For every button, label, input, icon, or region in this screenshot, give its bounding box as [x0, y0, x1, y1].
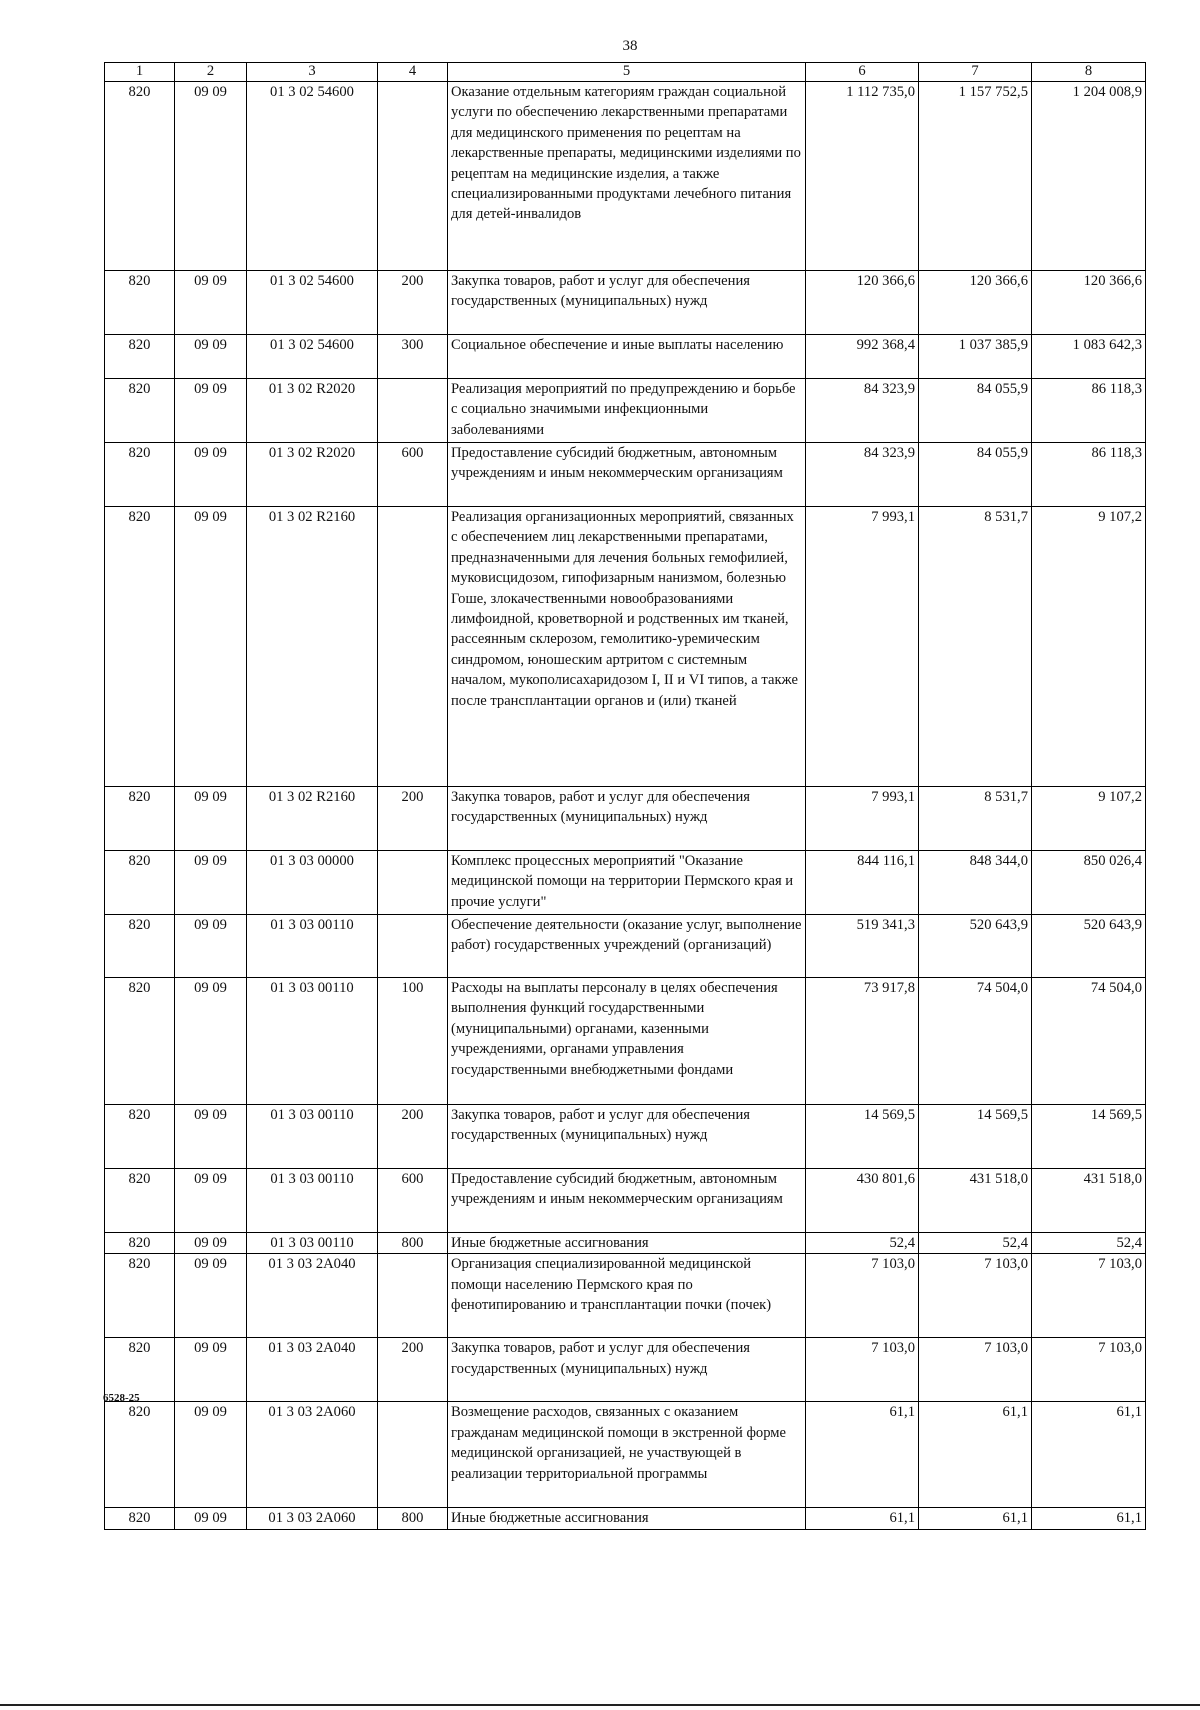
page-edge-divider [0, 1704, 1200, 1706]
cell-expense-type [378, 507, 448, 787]
cell-ministry-code: 820 [105, 1338, 175, 1402]
table-row [105, 271, 1146, 335]
cell-expense-type: 300 [378, 335, 448, 379]
cell-description: Предоставление субсидий бюджетным, автономным учреждениям и иным некоммерческим организациям [448, 1169, 806, 1233]
cell-amount-col7: 74 504,0 [919, 978, 1032, 1105]
cell-section-code: 09 09 [175, 787, 247, 851]
cell-amount-col8: 520 643,9 [1032, 915, 1146, 978]
cell-section-code: 09 09 [175, 1338, 247, 1402]
cell-description: Комплекс процессных мероприятий "Оказание медицинской помощи на территории Пермского края и прочие услуги" [448, 851, 806, 915]
cell-description: Иные бюджетные ассигнования [448, 1233, 806, 1254]
cell-amount-col6: 7 993,1 [806, 507, 919, 787]
cell-expense-type: 800 [378, 1233, 448, 1254]
cell-target-article: 01 3 03 00110 [247, 978, 378, 1105]
cell-description: Расходы на выплаты персоналу в целях обеспечения выполнения функций государственными (муниципальными) органами, казенными учреждениями, органами управления государственными внебюджетными фондами [448, 978, 806, 1105]
cell-ministry-code: 820 [105, 335, 175, 379]
cell-target-article: 01 3 02 R2160 [247, 507, 378, 787]
cell-ministry-code: 820 [105, 787, 175, 851]
cell-section-code: 09 09 [175, 1254, 247, 1338]
column-header: 6 [806, 63, 919, 82]
cell-ministry-code: 820 [105, 1169, 175, 1233]
cell-amount-col8: 14 569,5 [1032, 1105, 1146, 1169]
cell-amount-col8: 86 118,3 [1032, 379, 1146, 443]
cell-amount-col7: 7 103,0 [919, 1254, 1032, 1338]
cell-expense-type: 200 [378, 1105, 448, 1169]
cell-amount-col6: 7 103,0 [806, 1254, 919, 1338]
cell-ministry-code: 820 [105, 271, 175, 335]
table-row [105, 507, 1146, 787]
cell-expense-type: 600 [378, 443, 448, 507]
table-row [105, 1402, 1146, 1508]
cell-ministry-code: 820 [105, 851, 175, 915]
cell-expense-type: 800 [378, 1508, 448, 1529]
cell-amount-col8: 9 107,2 [1032, 787, 1146, 851]
cell-amount-col6: 73 917,8 [806, 978, 919, 1105]
table-row [105, 851, 1146, 915]
cell-target-article: 01 3 03 2А060 [247, 1508, 378, 1529]
cell-section-code: 09 09 [175, 1402, 247, 1508]
cell-section-code: 09 09 [175, 335, 247, 379]
cell-amount-col6: 84 323,9 [806, 443, 919, 507]
column-header: 4 [378, 63, 448, 82]
cell-amount-col7: 120 366,6 [919, 271, 1032, 335]
cell-target-article: 01 3 03 00110 [247, 915, 378, 978]
cell-ministry-code: 820 [105, 379, 175, 443]
cell-section-code: 09 09 [175, 1105, 247, 1169]
cell-amount-col6: 14 569,5 [806, 1105, 919, 1169]
cell-amount-col8: 9 107,2 [1032, 507, 1146, 787]
cell-amount-col8: 850 026,4 [1032, 851, 1146, 915]
cell-amount-col8: 431 518,0 [1032, 1169, 1146, 1233]
table-row [105, 1508, 1146, 1529]
document-code: 6528-25 [103, 1392, 140, 1404]
cell-description: Реализация организационных мероприятий, связанных с обеспечением лиц лекарственными препаратами, предназначенными для лечения больных гемофилией, муковисцидозом, гипофизарным нанизмом, болезнью Гоше, злокачественными новообразованиями лимфоидной, кроветворной и родственных им тканей, рассеянным склерозом, гемолитико-уремическим синдромом, юношеским артритом с системным началом, мукополисахаридозом I, II и VI типов, а также после трансплантации органов и (или) тканей [448, 507, 806, 787]
cell-amount-col8: 7 103,0 [1032, 1338, 1146, 1402]
cell-amount-col8: 1 083 642,3 [1032, 335, 1146, 379]
cell-target-article: 01 3 02 54600 [247, 82, 378, 271]
cell-target-article: 01 3 03 00110 [247, 1169, 378, 1233]
cell-amount-col6: 84 323,9 [806, 379, 919, 443]
table-row [105, 335, 1146, 379]
cell-ministry-code: 820 [105, 978, 175, 1105]
cell-section-code: 09 09 [175, 1233, 247, 1254]
cell-target-article: 01 3 03 2А040 [247, 1338, 378, 1402]
cell-section-code: 09 09 [175, 915, 247, 978]
cell-expense-type [378, 379, 448, 443]
cell-amount-col8: 52,4 [1032, 1233, 1146, 1254]
cell-target-article: 01 3 02 R2020 [247, 443, 378, 507]
cell-amount-col7: 8 531,7 [919, 787, 1032, 851]
cell-ministry-code: 820 [105, 507, 175, 787]
cell-target-article: 01 3 03 00110 [247, 1233, 378, 1254]
cell-expense-type: 200 [378, 787, 448, 851]
cell-amount-col7: 84 055,9 [919, 443, 1032, 507]
cell-amount-col6: 61,1 [806, 1508, 919, 1529]
cell-amount-col8: 120 366,6 [1032, 271, 1146, 335]
cell-amount-col8: 7 103,0 [1032, 1254, 1146, 1338]
cell-amount-col8: 74 504,0 [1032, 978, 1146, 1105]
cell-amount-col7: 7 103,0 [919, 1338, 1032, 1402]
cell-ministry-code: 820 [105, 1105, 175, 1169]
cell-ministry-code: 820 [105, 1254, 175, 1338]
cell-amount-col7: 1 157 752,5 [919, 82, 1032, 271]
cell-amount-col8: 1 204 008,9 [1032, 82, 1146, 271]
cell-amount-col7: 61,1 [919, 1402, 1032, 1508]
cell-amount-col6: 430 801,6 [806, 1169, 919, 1233]
cell-description: Закупка товаров, работ и услуг для обеспечения государственных (муниципальных) нужд [448, 1338, 806, 1402]
cell-target-article: 01 3 02 R2160 [247, 787, 378, 851]
cell-amount-col8: 61,1 [1032, 1508, 1146, 1529]
column-header: 8 [1032, 63, 1146, 82]
cell-target-article: 01 3 03 2А040 [247, 1254, 378, 1338]
cell-amount-col7: 52,4 [919, 1233, 1032, 1254]
cell-amount-col8: 86 118,3 [1032, 443, 1146, 507]
table-row [105, 915, 1146, 978]
cell-amount-col6: 844 116,1 [806, 851, 919, 915]
cell-description: Возмещение расходов, связанных с оказанием гражданам медицинской помощи в экстренной форме медицинской организацией, не участвующей в реализации территориальной программы [448, 1402, 806, 1508]
cell-ministry-code: 820 [105, 915, 175, 978]
cell-amount-col6: 120 366,6 [806, 271, 919, 335]
cell-description: Иные бюджетные ассигнования [448, 1508, 806, 1529]
cell-ministry-code: 820 [105, 1402, 175, 1508]
table-row [105, 1105, 1146, 1169]
cell-section-code: 09 09 [175, 443, 247, 507]
cell-expense-type [378, 1254, 448, 1338]
table-row [105, 443, 1146, 507]
cell-description: Социальное обеспечение и иные выплаты населению [448, 335, 806, 379]
cell-description: Оказание отдельным категориям граждан социальной услуги по обеспечению лекарственными препаратами для медицинского применения по рецептам на лекарственные препараты, медицинскими изделиями по рецептам на медицинские изделия, а также специализированными продуктами лечебного питания для детей-инвалидов [448, 82, 806, 271]
cell-description: Предоставление субсидий бюджетным, автономным учреждениям и иным некоммерческим организациям [448, 443, 806, 507]
cell-expense-type: 200 [378, 271, 448, 335]
table-row [105, 1338, 1146, 1402]
cell-expense-type [378, 1402, 448, 1508]
cell-amount-col7: 848 344,0 [919, 851, 1032, 915]
cell-expense-type: 600 [378, 1169, 448, 1233]
cell-description: Обеспечение деятельности (оказание услуг, выполнение работ) государственных учреждений (организаций) [448, 915, 806, 978]
cell-target-article: 01 3 02 R2020 [247, 379, 378, 443]
cell-expense-type [378, 851, 448, 915]
cell-target-article: 01 3 03 00000 [247, 851, 378, 915]
column-header: 3 [247, 63, 378, 82]
cell-expense-type [378, 82, 448, 271]
cell-description: Реализация мероприятий по предупреждению и борьбе с социально значимыми инфекционными заболеваниями [448, 379, 806, 443]
table-row [105, 787, 1146, 851]
cell-target-article: 01 3 03 00110 [247, 1105, 378, 1169]
column-header: 5 [448, 63, 806, 82]
cell-amount-col6: 7 993,1 [806, 787, 919, 851]
cell-expense-type: 100 [378, 978, 448, 1105]
cell-amount-col7: 431 518,0 [919, 1169, 1032, 1233]
column-header: 1 [105, 63, 175, 82]
cell-ministry-code: 820 [105, 1508, 175, 1529]
table-row [105, 1254, 1146, 1338]
table-row [105, 1233, 1146, 1254]
cell-amount-col6: 52,4 [806, 1233, 919, 1254]
cell-amount-col6: 7 103,0 [806, 1338, 919, 1402]
cell-section-code: 09 09 [175, 851, 247, 915]
cell-amount-col7: 61,1 [919, 1508, 1032, 1529]
cell-amount-col7: 14 569,5 [919, 1105, 1032, 1169]
cell-expense-type [378, 915, 448, 978]
cell-section-code: 09 09 [175, 379, 247, 443]
cell-section-code: 09 09 [175, 1508, 247, 1529]
table-row [105, 82, 1146, 271]
cell-amount-col6: 992 368,4 [806, 335, 919, 379]
cell-section-code: 09 09 [175, 82, 247, 271]
cell-amount-col8: 61,1 [1032, 1402, 1146, 1508]
cell-amount-col7: 84 055,9 [919, 379, 1032, 443]
cell-amount-col7: 520 643,9 [919, 915, 1032, 978]
cell-description: Организация специализированной медицинской помощи населению Пермского края по фенотипированию и трансплантации почки (почек) [448, 1254, 806, 1338]
cell-amount-col6: 519 341,3 [806, 915, 919, 978]
cell-section-code: 09 09 [175, 507, 247, 787]
cell-description: Закупка товаров, работ и услуг для обеспечения государственных (муниципальных) нужд [448, 1105, 806, 1169]
cell-expense-type: 200 [378, 1338, 448, 1402]
cell-section-code: 09 09 [175, 1169, 247, 1233]
page-number: 38 [622, 38, 638, 54]
cell-section-code: 09 09 [175, 271, 247, 335]
cell-amount-col7: 1 037 385,9 [919, 335, 1032, 379]
header-row [105, 63, 1146, 82]
cell-section-code: 09 09 [175, 978, 247, 1105]
cell-ministry-code: 820 [105, 443, 175, 507]
table-row [105, 1169, 1146, 1233]
table-row [105, 978, 1146, 1105]
column-header: 7 [919, 63, 1032, 82]
cell-description: Закупка товаров, работ и услуг для обеспечения государственных (муниципальных) нужд [448, 271, 806, 335]
cell-target-article: 01 3 03 2А060 [247, 1402, 378, 1508]
cell-ministry-code: 820 [105, 82, 175, 271]
cell-target-article: 01 3 02 54600 [247, 335, 378, 379]
cell-amount-col7: 8 531,7 [919, 507, 1032, 787]
column-header: 2 [175, 63, 247, 82]
cell-description: Закупка товаров, работ и услуг для обеспечения государственных (муниципальных) нужд [448, 787, 806, 851]
cell-amount-col6: 61,1 [806, 1402, 919, 1508]
cell-target-article: 01 3 02 54600 [247, 271, 378, 335]
cell-amount-col6: 1 112 735,0 [806, 82, 919, 271]
table-row [105, 379, 1146, 443]
cell-ministry-code: 820 [105, 1233, 175, 1254]
budget-table [104, 62, 1146, 1530]
